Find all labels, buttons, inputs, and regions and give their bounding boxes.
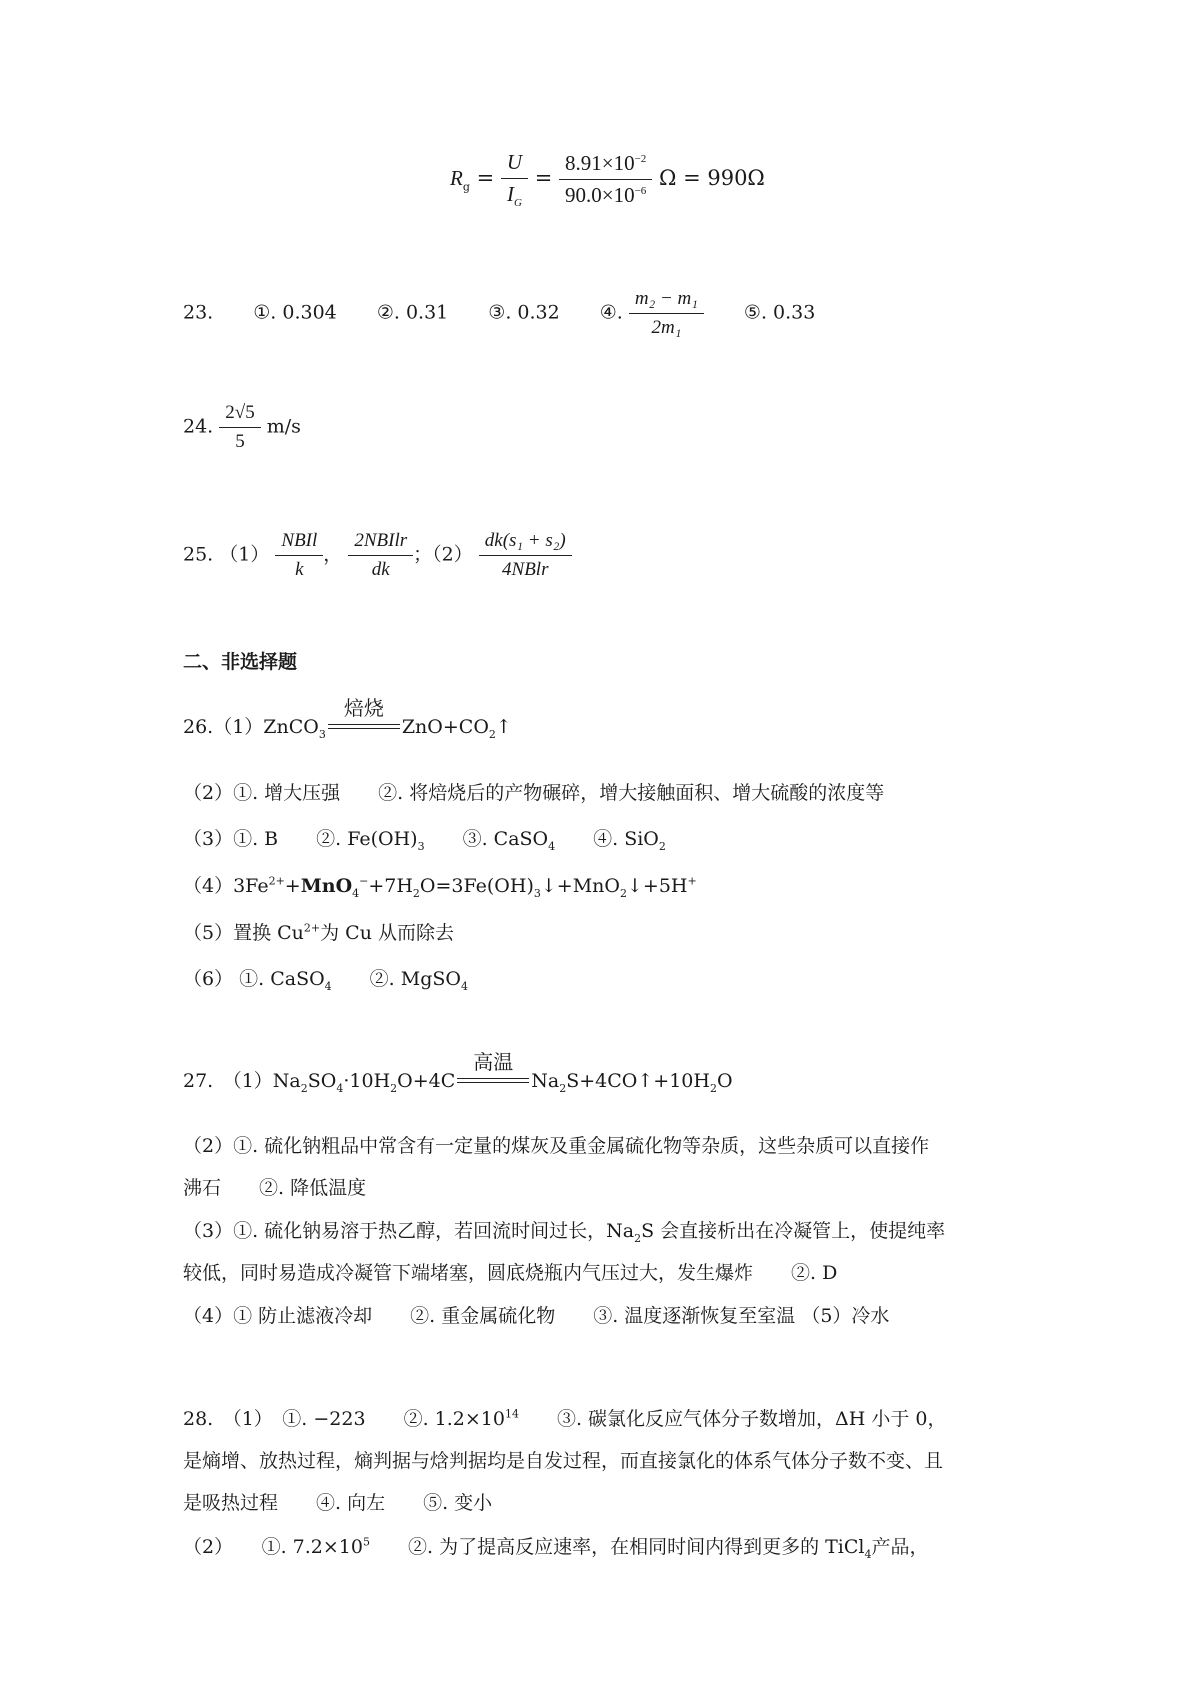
sup: 5 <box>362 1535 370 1549</box>
sup: 2+ <box>268 874 285 888</box>
text: S+4CO↑+10H <box>566 1070 710 1092</box>
answer-1: ①. 0.304 <box>253 301 337 324</box>
sub: 4 <box>460 979 468 993</box>
sub: 4 <box>864 1547 872 1561</box>
equals-sign: = <box>476 166 501 191</box>
numerator: 2√5 <box>219 402 260 428</box>
text: 26.（1）ZnCO <box>183 716 319 738</box>
sub: 2 <box>709 1081 717 1095</box>
sub: 4 <box>352 886 360 900</box>
text: （5）置换 Cu <box>183 922 304 944</box>
question-24 <box>183 402 301 453</box>
den-exp: −6 <box>634 185 647 198</box>
question-number: 23. <box>183 301 214 324</box>
rg-symbol: R <box>450 166 463 191</box>
text: SO <box>307 1070 337 1092</box>
den-text: 90.0×10 <box>564 183 635 208</box>
sub: 2 <box>634 1231 642 1245</box>
text: O <box>716 1070 733 1092</box>
text: 产品， <box>871 1536 929 1558</box>
text: ·10H <box>343 1070 391 1092</box>
q28-line-2: 是熵增、放热过程，熵判据与焓判据均是自发过程，而直接氯化的体系气体分子数不变、且 <box>183 1450 944 1472</box>
sub: 4 <box>324 979 332 993</box>
q26-line-5 <box>183 918 454 945</box>
sub: 3 <box>318 727 326 741</box>
denominator: dk <box>371 559 390 580</box>
text: ↓+MnO <box>540 875 620 897</box>
text: ZnO+CO <box>401 716 489 738</box>
permanganate: MnO <box>300 875 353 897</box>
text: ↑ <box>495 716 512 738</box>
text: ↓+5H <box>626 875 688 897</box>
text: （4）3Fe <box>183 875 269 897</box>
text: （2） ①. 7.2×10 <box>183 1536 363 1558</box>
q26-line-2: （2）①. 增大压强 ②. 将焙烧后的产物碾碎，增大接触面积、增大硫酸的浓度等 <box>183 782 885 804</box>
q26-line-4 <box>183 871 697 900</box>
text: S 会直接析出在冷凝管上，使提纯率 <box>641 1220 946 1242</box>
answer-4-label: ④. <box>599 301 623 324</box>
den-sub: G <box>513 197 522 210</box>
q27-line-3: 沸石 ②. 降低温度 <box>183 1177 367 1199</box>
denominator <box>501 179 528 209</box>
answer-3: ③. 0.32 <box>488 301 560 324</box>
section-title: 二、非选择题 <box>183 651 298 673</box>
sup: + <box>687 874 697 888</box>
unit: m/s <box>266 415 301 438</box>
rg-subscript: g <box>462 180 470 194</box>
sub: 3 <box>533 886 541 900</box>
text: ③. 碳氯化反应气体分子数增加，ΔH 小于 0， <box>518 1408 947 1430</box>
numerator: dk(s₁ + s₂) <box>479 530 572 556</box>
fraction-2 <box>348 530 413 581</box>
q28-line-3: 是吸热过程 ④. 向左 ⑤. 变小 <box>183 1492 493 1514</box>
text: Na <box>531 1070 560 1092</box>
q26-line-3 <box>183 824 666 853</box>
sub: 2 <box>619 886 627 900</box>
text: 为 Cu 从而除去 <box>320 922 454 944</box>
answer-fraction <box>219 402 260 453</box>
sup: − <box>359 874 369 888</box>
text: 28. （1） ①. −223 ②. 1.2×10 <box>183 1408 505 1430</box>
q27-line-6: （4）① 防止滤液冷却 ②. 重金属硫化物 ③. 温度逐渐恢复至室温 （5）冷水 <box>183 1305 890 1327</box>
q26-line-6 <box>183 964 468 993</box>
text: ②. MgSO <box>331 968 461 990</box>
question-25 <box>183 530 572 581</box>
text: O=3Fe(OH) <box>419 875 534 897</box>
text: + <box>284 875 301 897</box>
fraction-u-over-i <box>501 150 528 209</box>
text: （6） ①. CaSO <box>183 968 325 990</box>
reaction-condition-arrow <box>328 696 400 733</box>
fraction-1 <box>275 530 323 581</box>
result-value: Ω = 990Ω <box>658 166 765 191</box>
text: （3）①. 硫化钠易溶于热乙醇，若回流时间过长，Na <box>183 1220 635 1242</box>
q27-line-2: （2）①. 硫化钠粗品中常含有一定量的煤灰及重金属硫化物等杂质，这些杂质可以直接作 <box>183 1135 930 1157</box>
denominator <box>559 180 652 208</box>
part-2-label: ；（2） <box>413 543 473 566</box>
denominator: 5 <box>235 431 245 452</box>
num-exp: −2 <box>634 153 647 166</box>
part-1-label: （1） <box>219 543 270 566</box>
numerator: 2NBIlr <box>348 530 413 556</box>
condition-label: 焙烧 <box>343 696 384 720</box>
text: +7H <box>368 875 413 897</box>
answer-4-fraction <box>629 288 704 339</box>
numerator: NBIl <box>275 530 323 556</box>
fraction-values <box>559 151 652 208</box>
sub: 2 <box>658 839 666 853</box>
q26-line-1 <box>183 696 512 741</box>
numerator: U <box>501 150 528 179</box>
sub: 4 <box>548 839 556 853</box>
condition-label: 高温 <box>473 1050 514 1074</box>
text: ④. SiO <box>555 828 659 850</box>
q28-line-1 <box>183 1404 947 1431</box>
question-number: 24. <box>183 415 214 438</box>
q27-line-5: 较低，同时易造成冷凝管下端堵塞，圆底烧瓶内气压过大，发生爆炸 ②. D <box>183 1262 838 1284</box>
sub: 2 <box>300 1081 308 1095</box>
q28-line-4 <box>183 1532 928 1561</box>
num-text: 8.91×10 <box>564 151 635 176</box>
den-main: I <box>506 182 514 206</box>
sub: 3 <box>417 839 425 853</box>
sup: 2+ <box>303 921 321 935</box>
q27-line-1 <box>183 1050 733 1095</box>
text: ③. CaSO <box>424 828 549 850</box>
q27-line-4 <box>183 1216 945 1245</box>
denominator: k <box>295 559 304 580</box>
sub: 2 <box>390 1081 398 1095</box>
sub: 2 <box>559 1081 567 1095</box>
equals-sign: = <box>534 166 559 191</box>
answer-5: ⑤. 0.33 <box>743 301 816 324</box>
text: （3）①. B ②. Fe(OH) <box>183 828 418 850</box>
numerator: m₂ − m₁ <box>629 288 704 314</box>
question-23 <box>183 288 815 339</box>
sub: 2 <box>488 727 496 741</box>
sub: 4 <box>336 1081 344 1095</box>
reaction-condition-arrow <box>457 1050 529 1087</box>
sup: 14 <box>504 1407 519 1421</box>
separator: ， <box>323 543 343 566</box>
sub: 2 <box>412 886 420 900</box>
denominator: 2m₁ <box>651 317 682 338</box>
numerator <box>559 151 652 180</box>
text: ②. 为了提高反应速率，在相同时间内得到更多的 TiCl <box>369 1536 865 1558</box>
question-number: 25. <box>183 543 214 566</box>
text: 27. （1）Na <box>183 1070 301 1092</box>
denominator: 4NBlr <box>502 559 549 580</box>
rg-formula <box>450 150 765 209</box>
answer-2: ②. 0.31 <box>376 301 449 324</box>
text: O+4C <box>397 1070 456 1092</box>
fraction-3 <box>479 530 572 581</box>
